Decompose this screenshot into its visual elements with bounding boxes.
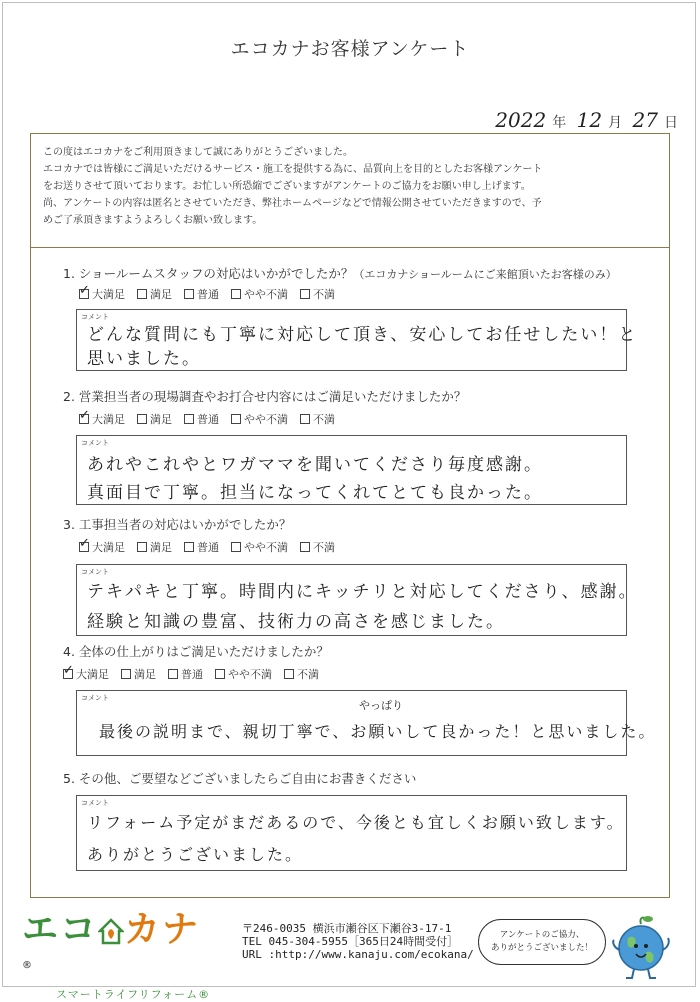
intro-divider <box>31 247 669 248</box>
intro-line: めご了承頂きますようよろしくお願い致します。 <box>43 215 263 226</box>
option-unsatisfied[interactable]: 不満 <box>300 539 335 555</box>
option-somewhat-unsatisfied[interactable]: やや不満 <box>231 411 288 427</box>
intro-line: この度はエコカナをご利用頂きまして誠にありがとうございました。 <box>43 147 353 158</box>
comment-line: ありがとうございました。 <box>87 845 304 864</box>
option-very-satisfied[interactable]: ✓ 大満足 <box>79 408 125 426</box>
checkbox[interactable] <box>184 414 194 424</box>
option-very-satisfied[interactable]: ✓ 大満足 <box>79 283 125 301</box>
question-3-options <box>79 536 335 555</box>
option-unsatisfied[interactable]: 不満 <box>300 411 335 427</box>
checkbox[interactable] <box>284 669 294 679</box>
option-satisfied[interactable]: 満足 <box>121 666 156 682</box>
date-day: 27 <box>632 108 658 132</box>
address: 〒246-0035 横浜市瀬谷区下瀬谷3-17-1 <box>242 922 452 935</box>
checkbox[interactable] <box>300 289 310 299</box>
option-neutral[interactable]: 普通 <box>184 286 219 302</box>
checkbox[interactable] <box>231 542 241 552</box>
checkbox[interactable] <box>231 289 241 299</box>
checkbox[interactable] <box>184 542 194 552</box>
url: URL :http://www.kanaju.com/ecokana/ <box>242 948 474 961</box>
question-1-comment-box[interactable] <box>76 309 638 371</box>
thanks-speech-bubble: アンケートのご協力、 ありがとうございました！ <box>478 919 606 965</box>
option-very-satisfied[interactable]: ✓ 大満足 <box>63 663 109 681</box>
option-somewhat-unsatisfied[interactable]: やや不満 <box>215 666 272 682</box>
question-4-title: 4. 全体の仕上がりはご満足いただけましたか？ <box>63 644 329 659</box>
comment-label: コメント <box>81 694 109 702</box>
question-1-title: 1. ショールームスタッフの対応はいかがでしたか？（エコカナショールームにご来館頂いたお客様のみ） <box>63 266 617 281</box>
option-neutral[interactable]: 普通 <box>168 666 203 682</box>
option-satisfied[interactable]: 満足 <box>137 539 172 555</box>
option-somewhat-unsatisfied[interactable]: やや不満 <box>231 539 288 555</box>
checkbox[interactable] <box>184 289 194 299</box>
question-4-options <box>63 663 319 682</box>
date-month: 12 <box>576 108 603 132</box>
checkbox[interactable] <box>300 542 310 552</box>
page-title: エコカナお客様アンケート <box>230 38 470 60</box>
comment-line: 経験と知識の豊富、技術力の高さを感じました。 <box>87 612 505 632</box>
question-2-title: 2. 営業担当者の現場調査やお打合せ内容にはご満足いただけましたか？ <box>63 389 467 404</box>
question-2-comment-box[interactable] <box>76 435 627 505</box>
question-5-title: 5. その他、ご要望などございましたらご自由にお書きください <box>63 771 417 786</box>
comment-label: コメント <box>81 799 109 807</box>
intro-line: をお送りさせて頂いております。お忙しい所恐縮でございますがアンケートのご協力をお願い申し上げます。 <box>43 181 531 192</box>
question-4-comment-box[interactable] <box>76 690 657 756</box>
comment-line: あれやこれやとワガママを聞いてくださり毎度感謝。 <box>87 455 543 475</box>
checkbox[interactable] <box>231 414 241 424</box>
date-month-label: 月 <box>608 115 623 131</box>
checkbox-checked[interactable]: ✓ <box>79 408 90 423</box>
option-satisfied[interactable]: 満足 <box>137 411 172 427</box>
option-satisfied[interactable]: 満足 <box>137 286 172 302</box>
option-unsatisfied[interactable]: 不満 <box>284 666 319 682</box>
house-icon <box>98 916 124 944</box>
survey-box <box>30 133 670 898</box>
question-3-title: 3. 工事担当者の対応はいかがでしたか？ <box>63 517 292 532</box>
comment-line: 真面目で丁寧。担当になってくれてとても良かった。 <box>87 483 543 503</box>
intro-line: 尚、アンケートの内容は匿名とさせていただき、弊社ホームページなどで情報公開させていただきますので、予 <box>43 198 542 209</box>
ecokana-logo: エコ カナ® スマートライフリフォーム® <box>22 909 211 1001</box>
comment-line: 最後の説明まで、親切丁寧で、お願いして良かった！と思いました。 <box>99 722 657 741</box>
checkbox-checked[interactable]: ✓ <box>79 536 90 551</box>
comment-label: コメント <box>81 439 109 447</box>
earth-mascot-icon <box>606 914 676 982</box>
checkbox-checked[interactable]: ✓ <box>63 663 74 678</box>
comment-label: コメント <box>81 313 109 321</box>
question-2-options <box>79 408 335 427</box>
intro-text <box>43 144 659 229</box>
checkbox-checked[interactable]: ✓ <box>79 283 90 298</box>
checkbox[interactable] <box>168 669 178 679</box>
date-day-label: 日 <box>664 115 678 131</box>
intro-line: エコカナでは皆様にご満足いただけるサービス・施工を提供する為に、品質向上を目的としたお客様アンケート <box>43 164 543 175</box>
checkbox[interactable] <box>137 414 147 424</box>
option-unsatisfied[interactable]: 不満 <box>300 286 335 302</box>
option-neutral[interactable]: 普通 <box>184 539 219 555</box>
option-very-satisfied[interactable]: ✓ 大満足 <box>79 536 125 554</box>
comment-line: 思いました。 <box>87 349 201 369</box>
comment-line: リフォーム予定がまだあるので、今後とも宜しくお願い致します。 <box>87 813 625 832</box>
checkbox[interactable] <box>121 669 131 679</box>
option-neutral[interactable]: 普通 <box>184 411 219 427</box>
checkbox[interactable] <box>137 542 147 552</box>
comment-note: やっぱり <box>359 699 403 712</box>
checkbox[interactable] <box>215 669 225 679</box>
date-year-label: 年 <box>552 115 567 131</box>
date-year: 2022 <box>495 108 547 132</box>
comment-line: テキパキと丁寧。時間内にキッチリと対応してくださり、感謝。 <box>87 582 638 602</box>
question-3-comment-box[interactable] <box>76 564 638 636</box>
comment-label: コメント <box>81 568 109 576</box>
checkbox[interactable] <box>300 414 310 424</box>
question-1-options <box>79 283 335 302</box>
question-5-comment-box[interactable] <box>76 795 627 871</box>
contact-info <box>242 922 474 961</box>
date-field <box>489 108 678 132</box>
phone: TEL 045-304-5955［365日24時間受付］ <box>242 935 459 948</box>
logo-tagline: スマートライフリフォーム® <box>56 988 211 1001</box>
option-somewhat-unsatisfied[interactable]: やや不満 <box>231 286 288 302</box>
checkbox[interactable] <box>137 289 147 299</box>
comment-line: どんな質問にも丁寧に対応して頂き、安心してお任せしたい！と <box>87 325 638 345</box>
